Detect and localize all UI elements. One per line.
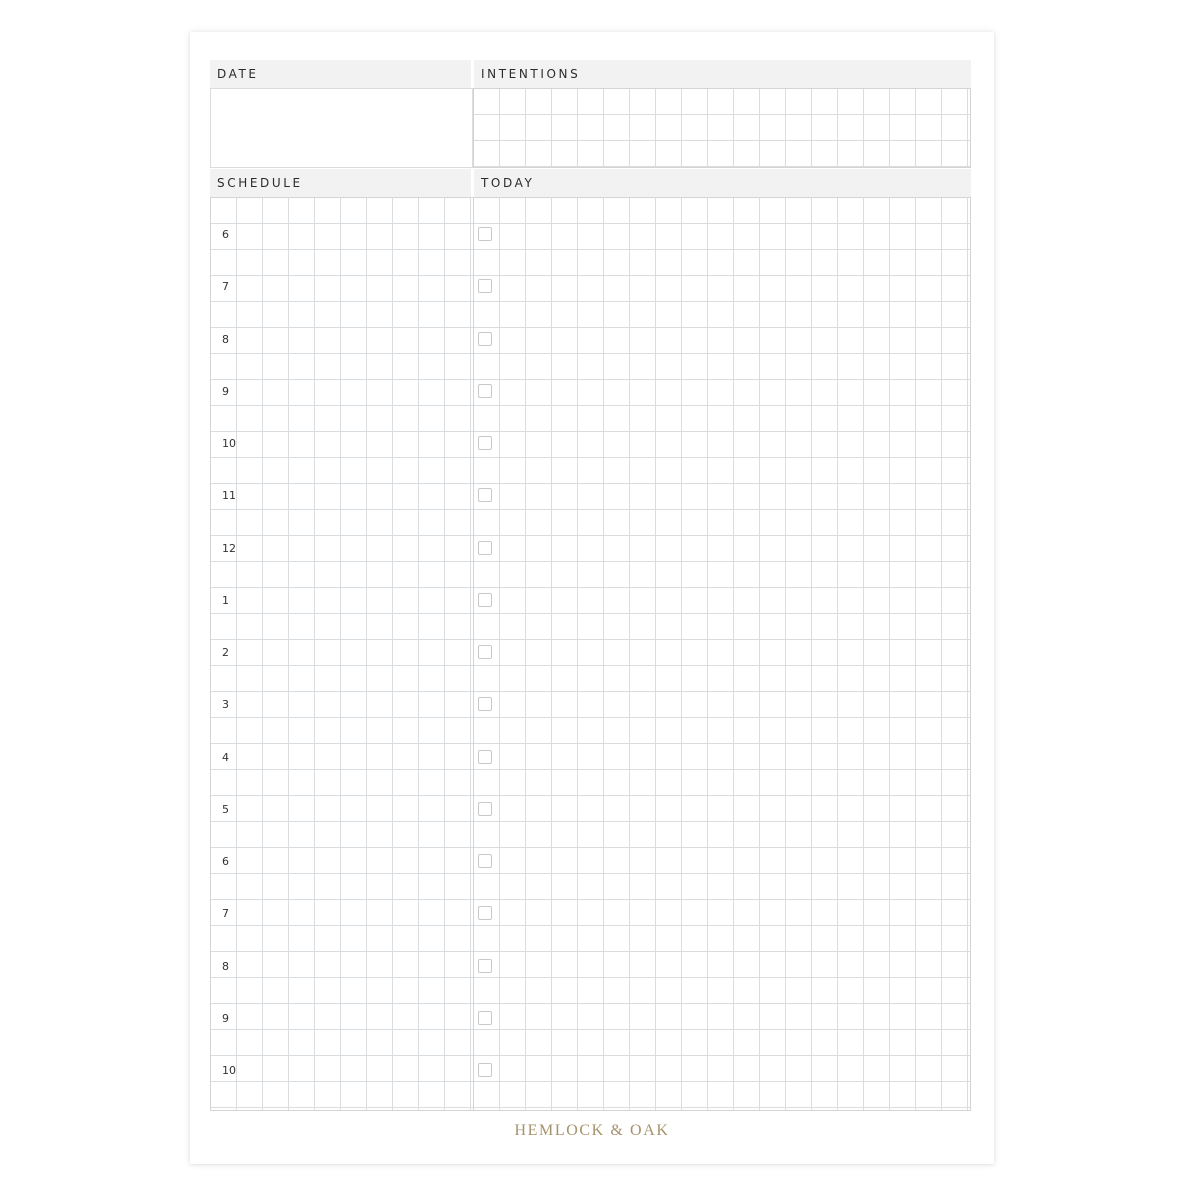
task-checkbox[interactable] [478, 645, 492, 659]
hour-label: 12 [222, 541, 236, 555]
hour-label: 5 [222, 802, 229, 816]
schedule-header: SCHEDULE [210, 169, 471, 197]
task-checkbox[interactable] [478, 384, 492, 398]
hour-label: 6 [222, 855, 229, 868]
task-checkbox[interactable] [478, 854, 492, 868]
date-header: DATE [210, 60, 471, 88]
hour-label: 10 [222, 437, 236, 450]
task-checkbox[interactable] [478, 541, 492, 555]
date-field[interactable] [210, 88, 473, 168]
task-checkbox[interactable] [478, 802, 492, 816]
today-header: TODAY [474, 169, 971, 197]
task-checkbox[interactable] [478, 593, 492, 607]
task-checkbox[interactable] [478, 750, 492, 764]
hour-label: 7 [222, 907, 229, 921]
schedule-grid[interactable] [210, 197, 474, 1111]
hour-label: 3 [222, 698, 229, 712]
hour-label: 10 [222, 1064, 236, 1077]
task-checkbox[interactable] [478, 1011, 492, 1025]
planner-sheet [190, 32, 994, 1164]
task-checkbox[interactable] [478, 1063, 492, 1077]
intentions-grid[interactable] [473, 88, 971, 168]
task-checkbox[interactable] [478, 227, 492, 241]
task-checkbox[interactable] [478, 332, 492, 346]
hour-label: 1 [222, 593, 229, 607]
task-checkbox[interactable] [478, 697, 492, 711]
task-checkbox[interactable] [478, 436, 492, 450]
hour-label: 4 [222, 750, 229, 764]
today-grid[interactable] [473, 197, 971, 1111]
task-checkbox[interactable] [478, 279, 492, 293]
intentions-header: INTENTIONS [474, 60, 971, 88]
task-checkbox[interactable] [478, 488, 492, 502]
hour-label: 9 [222, 384, 229, 398]
hour-label: 7 [222, 280, 229, 294]
task-checkbox[interactable] [478, 959, 492, 973]
hour-label: 8 [222, 332, 229, 346]
task-checkbox[interactable] [478, 906, 492, 920]
hour-label: 2 [222, 646, 229, 659]
hour-label: 9 [222, 1011, 229, 1025]
hour-label: 11 [222, 489, 236, 503]
hour-label: 8 [222, 959, 229, 973]
brand-logo: HEMLOCK & OAK [514, 1122, 670, 1139]
hour-label: 6 [222, 228, 229, 241]
